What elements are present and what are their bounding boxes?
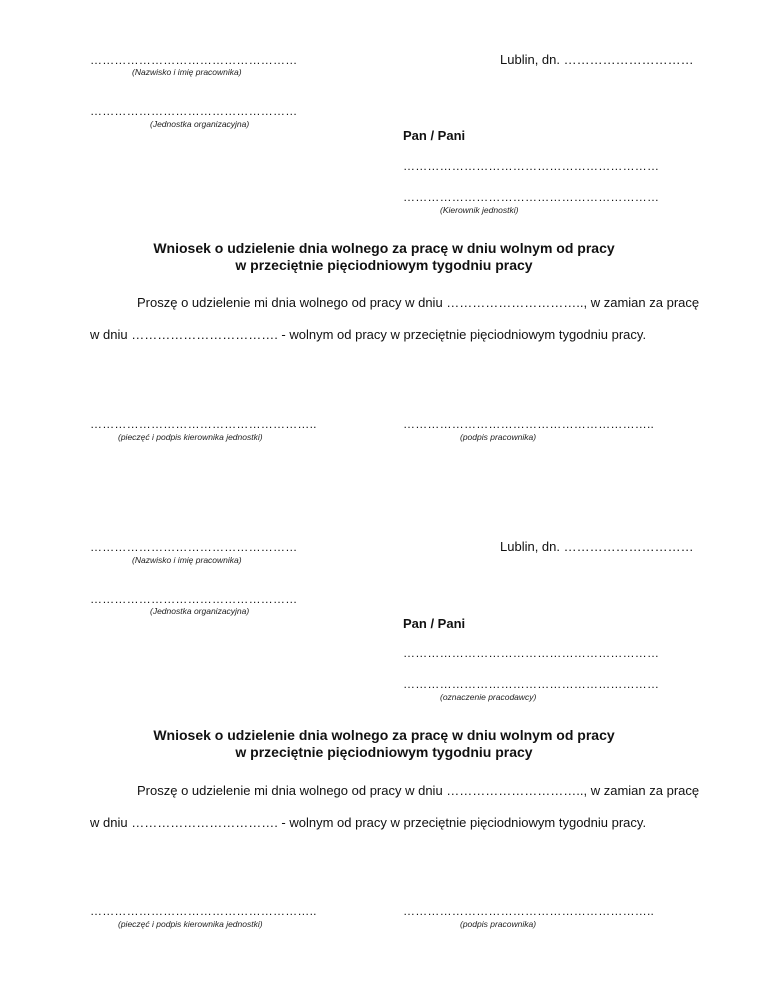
addressee-field-1[interactable]: ………………………………………………………	[403, 646, 660, 660]
org-unit-field[interactable]: ……………………………………………	[90, 592, 298, 606]
form-title-line-2: w przeciętnie pięciodniowym tygodniu pracy	[235, 257, 533, 273]
addressee-field-1[interactable]: ………………………………………………………	[403, 159, 660, 173]
addressee-field-2[interactable]: ………………………………………………………	[403, 190, 660, 204]
addressee-label: Pan / Pani	[403, 128, 466, 143]
employee-signature-field[interactable]: ……………………………………………………..	[403, 417, 655, 431]
request-text-line-1: Proszę o udzielenie mi dnia wolnego od pracy w dniu ………………………….., w zamian za pracę	[137, 295, 700, 310]
form-title-line-2: w przeciętnie pięciodniowym tygodniu pracy	[235, 744, 533, 760]
form-title-line-1: Wniosek o udzielenie dnia wolnego za pracę w dniu wolnym od pracy	[153, 727, 615, 743]
employee-signature-caption: (podpis pracownika)	[460, 919, 537, 929]
org-unit-caption: (Jednostka organizacyjna)	[150, 119, 250, 129]
employee-signature-caption: (podpis pracownika)	[460, 432, 537, 442]
form-title-line-1: Wniosek o udzielenie dnia wolnego za pracę w dniu wolnym od pracy	[153, 240, 615, 256]
employee-name-field[interactable]: ……………………………………………	[90, 53, 298, 67]
employer-caption: (oznaczenie pracodawcy)	[440, 692, 537, 702]
employee-name-caption: (Nazwisko i imię pracownika)	[132, 555, 242, 565]
request-text-line-2: w dniu ……………………………. - wolnym od pracy w przeciętnie pięciodniowym tygodniu pracy.	[90, 815, 647, 830]
date-line[interactable]: Lublin, dn. …………………………	[500, 539, 694, 554]
employee-signature-field[interactable]: ……………………………………………………..	[403, 904, 655, 918]
addressee-field-2[interactable]: ………………………………………………………	[403, 677, 660, 691]
org-unit-caption: (Jednostka organizacyjna)	[150, 606, 250, 616]
org-unit-field[interactable]: ……………………………………………	[90, 104, 298, 118]
addressee-label: Pan / Pani	[403, 616, 466, 631]
employee-name-field[interactable]: ……………………………………………	[90, 540, 298, 554]
employee-name-caption: (Nazwisko i imię pracownika)	[132, 67, 242, 77]
manager-signature-field[interactable]: ………………………………………………..	[90, 904, 317, 918]
request-text-line-2: w dniu ……………………………. - wolnym od pracy w przeciętnie pięciodniowym tygodniu pracy.	[90, 327, 647, 342]
form-title	[0, 240, 768, 274]
form-title	[0, 727, 768, 761]
manager-signature-field[interactable]: ………………………………………………..	[90, 417, 317, 431]
addressee-caption: (Kierownik jednostki)	[440, 205, 519, 215]
manager-signature-caption: (pieczęć i podpis kierownika jednostki)	[118, 432, 263, 442]
date-line[interactable]: Lublin, dn. …………………………	[500, 52, 694, 67]
request-text-line-1: Proszę o udzielenie mi dnia wolnego od pracy w dniu ………………………….., w zamian za pracę	[137, 783, 700, 798]
manager-signature-caption: (pieczęć i podpis kierownika jednostki)	[118, 919, 263, 929]
